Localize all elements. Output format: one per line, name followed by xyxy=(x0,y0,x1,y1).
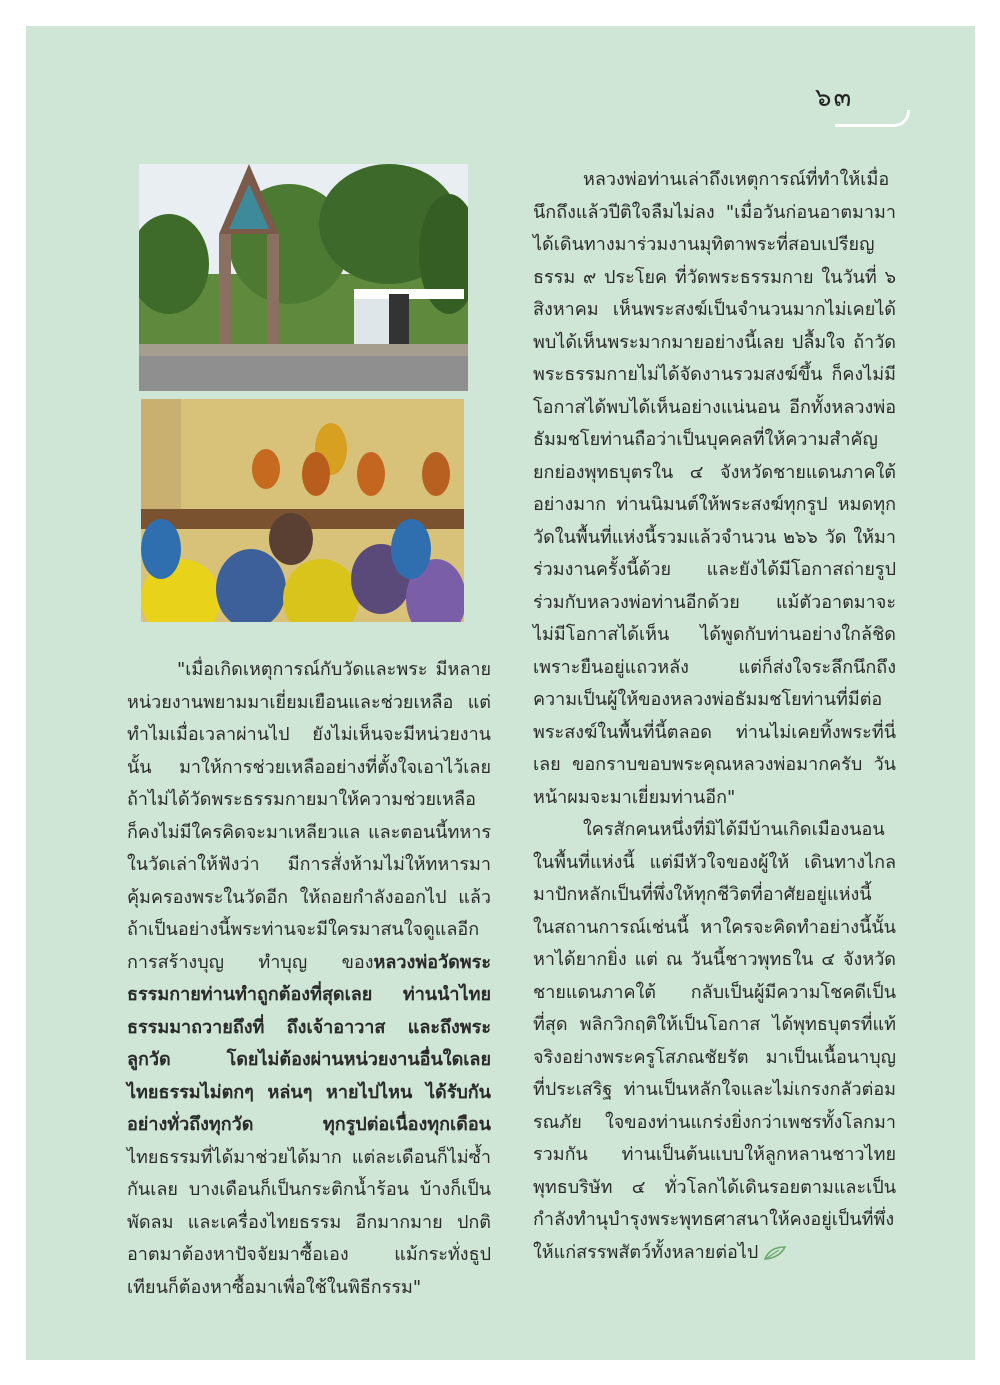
left-paragraph-part2: ไทยธรรมที่ได้มาช่วยได้มาก แต่ละเดือนก็ไม่ซ้ำกันเลย บางเดือนก็เป็นกระติกน้ำร้อน บ้างก็เป็นพัดลม และเครื่องไทยธรรม อีกมากมาย ปกติอาตมาต้องหาปัจจัยมาซื้อเอง แม้กระทั่งธูปเทียนก็ต้องหาซื้อมาเพื่อใช้ในพิธีกรรม" xyxy=(127,1146,491,1298)
left-column-text xyxy=(127,654,491,1304)
temple-gate-photo xyxy=(139,164,468,391)
right-paragraph-2 xyxy=(533,814,896,1269)
left-paragraph-bold: หลวงพ่อวัดพระธรรมกายท่านทำถูกต้องที่สุดเลย ท่านนำไทยธรรมมาถวายถึงที่ ถึงเจ้าอาวาส และถึงพระลูกวัด โดยไม่ต้องผ่านหน่วยงานอื่นใดเลย ไทยธรรมไม่ตกๆ หล่นๆ หายไปไหน ได้รับกันอย่างทั่วถึงทุกวัด ทุกรูปต่อเนื่องทุกเดือน xyxy=(127,951,491,1135)
left-paragraph xyxy=(127,654,491,1304)
page-number: ๖๓ xyxy=(815,83,854,113)
right-paragraph-2-text: ใครสักคนหนึ่งที่มิได้มีบ้านเกิดเมืองนอนในพื้นที่แห่งนี้ แต่มีหัวใจของผู้ให้ เดินทางไกลมาปักหลักเป็นที่พึ่งให้ทุกชีวิตที่อาศัยอยู่แห่งนี้ ในสถานการณ์เช่นนี้ หาใครจะคิดทำอย่างนี้นั้นหาได้ยากยิ่ง แต่ ณ วันนี้ชาวพุทธใน ๔ จังหวัดชายแดนภาคใต้ กลับเป็นผู้มีความโชคดีเป็นที่สุด พลิกวิกฤติให้เป็นโอกาส ได้พุทธบุตรที่แท้จริงอย่างพระครูโสภณชัยรัต มาเป็นเนื้อนาบุญที่ประเสริฐ ท่านเป็นหลักใจและไม่เกรงกลัวต่อมรณภัย ใจของท่านแกร่งยิ่งกว่าเพชรทั้งโลกมารวมกัน ท่านเป็นต้นแบบให้ลูกหลานชาวไทย พุทธบริษัท ๔ ทั่วโลกได้เดินรอยตามและเป็นกำลังทำนุบำรุงพระพุทธศาสนาให้คงอยู่เป็นที่พึ่งให้แก่สรรพสัตว์ทั้งหลายต่อไป xyxy=(533,819,896,1263)
right-paragraph-1: หลวงพ่อท่านเล่าถึงเหตุการณ์ที่ทำให้เมื่อนึกถึงแล้วปีติใจลืมไม่ลง "เมื่อวันก่อนอาตมามาได้เดินทางมาร่วมงานมุทิตาพระที่สอบเปรียญธรรม ๙ ประโยค ที่วัดพระธรรมกาย ในวันที่ ๖ สิงหาคม เห็นพระสงฆ์เป็นจำนวนมากไม่เคยได้พบได้เห็นพระมากมายอย่างนี้เลย ปลื้มใจ ถ้าวัดพระธรรมกายไม่ได้จัดงานรวมสงฆ์ขึ้น ก็คงไม่มีโอกาสได้พบได้เห็นอย่างแน่นอน อีกทั้งหลวงพ่อธัมมชโยท่านถือว่าเป็นบุคคลที่ให้ความสำคัญ ยกย่องพุทธบุตรใน ๔ จังหวัดชายแดนภาคใต้อย่างมาก ท่านนิมนต์ให้พระสงฆ์ทุกรูป หมดทุกวัดในพื้นที่แห่งนี้รวมแล้วจำนวน ๒๖๖ วัด ให้มาร่วมงานครั้งนี้ด้วย และยังได้มีโอกาสถ่ายรูปร่วมกับหลวงพ่อท่านอีกด้วย แม้ตัวอาตมาจะไม่มีโอกาสได้เห็น ได้พูดกับท่านอย่างใกล้ชิดเพราะยืนอยู่แถวหลัง แต่ก็ส่งใจระลึกนึกถึงความเป็นผู้ให้ของหลวงพ่อธัมมชโยท่านที่มีต่อพระสงฆ์ในพื้นที่นี้ตลอด ท่านไม่เคยทิ้งพระที่นี่เลย ขอกราบขอบพระคุณหลวงพ่อมากครับ วันหน้าผมจะมาเยี่ยมท่านอีก" xyxy=(533,169,896,808)
right-column-text xyxy=(533,164,896,1269)
leaf-end-mark-icon xyxy=(764,1246,786,1260)
monks-ceremony-photo xyxy=(141,399,464,622)
page-number-tab-decoration xyxy=(835,110,910,127)
left-paragraph-part1: "เมื่อเกิดเหตุการณ์กับวัดและพระ มีหลายหน่วยงานพยามมาเยี่ยมเยือนและช่วยเหลือ แต่ทำไมเมื่อเวลาผ่านไป ยังไม่เห็นจะมีหน่วยงานนั้น มาให้การช่วยเหลืออย่างที่ตั้งใจเอาไว้เลย ถ้าไม่ได้วัดพระธรรมกายมาให้ความช่วยเหลือ ก็คงไม่มีใครคิดจะมาเหลียวแล และตอนนี้ทหารในวัดเล่าให้ฟังว่า มีการสั่งห้ามไม่ให้ทหารมาคุ้มครองพระในวัดอีก ให้ถอยกำลังออกไป แล้วถ้าเป็นอย่างนี้พระท่านจะมีใครมาสนใจดูแลอีก การสร้างบุญ ทำบุญ ของ xyxy=(127,659,491,973)
